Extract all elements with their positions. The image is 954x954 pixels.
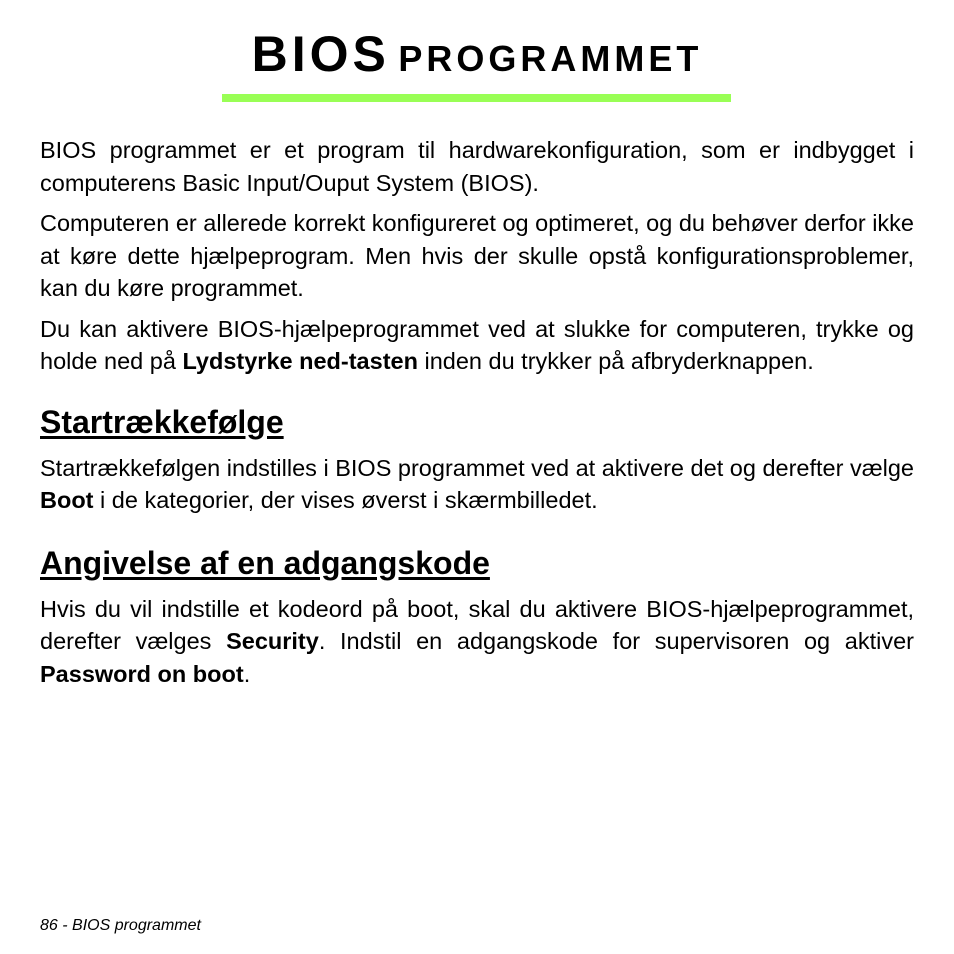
page-footer: 86 - BIOS programmet xyxy=(40,917,201,934)
boot-p-text-1: Startrækkefølgen indstilles i BIOS programmet ved at aktivere det og derefter vælge xyxy=(40,454,914,481)
pw-p-bold-password-on-boot: Password on boot xyxy=(40,660,244,687)
pw-p-text-2: . Indstil en adgangskode for supervisoren og aktiver xyxy=(318,628,914,654)
boot-p-bold: Boot xyxy=(40,487,94,513)
password-paragraph xyxy=(40,593,914,691)
intro-paragraph-1: BIOS programmet er et program til hardwarekonfiguration, som er indbygget i computerens Basic Input/Ouput System (BIOS). xyxy=(40,137,914,196)
page-title-main: BIOS xyxy=(251,26,390,82)
title-underline-bar xyxy=(222,94,731,102)
intro-paragraph-3 xyxy=(40,313,914,378)
intro-paragraph-2: Computeren er allerede korrekt konfigureret og optimeret, og du behøver derfor ikke at køre dette hjælpeprogram. Men hvis der skulle opstå konfigurationsproblemer, kan du køre programmet. xyxy=(40,210,914,301)
pw-p-text-1: Hvis du vil indstille et kodeord på boot, skal du aktivere BIOS-hjælpeprogrammet, derefter vælges xyxy=(40,595,914,654)
page-title xyxy=(0,24,954,84)
section-heading-password: Angivelse af en adgangskode xyxy=(40,544,490,581)
intro-p3-text-2: inden du trykker på afbryderknappen. xyxy=(417,348,814,374)
intro-p3-text-1: Du kan aktivere BIOS-hjælpeprogrammet ved at slukke for computeren, trykke og holde ned på xyxy=(40,315,914,374)
boot-p-text-2: i de kategorier, der vises øverst i skærmbilledet. xyxy=(93,487,598,513)
pw-p-text-3: . xyxy=(243,660,251,687)
section-heading-boot-order: Startrækkefølge xyxy=(40,403,284,440)
page-title-sub: PROGRAMMET xyxy=(398,38,703,79)
intro-p3-bold: Lydstyrke ned-tasten xyxy=(182,348,418,374)
boot-order-paragraph xyxy=(40,452,914,517)
page-content xyxy=(40,134,914,698)
pw-p-bold-security: Security xyxy=(226,628,319,654)
